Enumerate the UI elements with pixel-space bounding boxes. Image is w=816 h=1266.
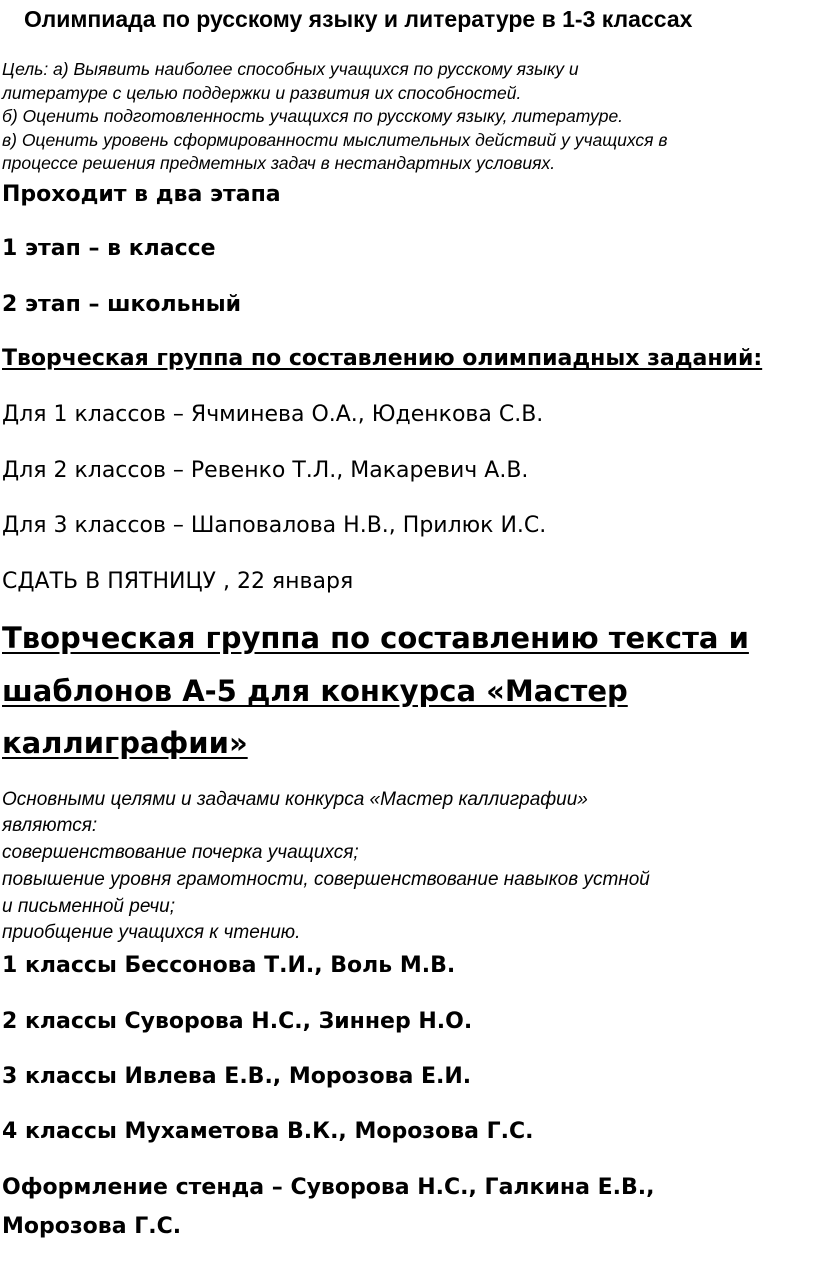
calligraphy-member: 4 классы Мухаметова В.К., Морозова Г.С. [2, 1119, 534, 1144]
calligraphy-member: 1 классы Бессонова Т.И., Воль М.В. [2, 953, 456, 978]
goal-line: Цель: а) Выявить наиболее способных учащихся по русскому языку и [2, 59, 579, 79]
olympiad-group-heading: Творческая группа по составлению олимпиадных заданий: [2, 346, 763, 371]
stand-line: Оформление стенда – Суворова Н.С., Галкина Е.В., [2, 1175, 655, 1200]
contest-goal-line: повышение уровня грамотности, совершенствование навыков устной [2, 869, 650, 890]
deadline-note: СДАТЬ В ПЯТНИЦУ , 22 января [2, 569, 354, 594]
olympiad-member: Для 2 классов – Ревенко Т.Л., Макаревич А.В. [2, 458, 529, 483]
calligraphy-member: 2 классы Суворова Н.С., Зиннер Н.О. [2, 1009, 473, 1034]
contest-goal-line: являются: [2, 815, 98, 836]
contest-goal-line: и письменной речи; [2, 896, 176, 917]
calligraphy-heading-line: Творческая группа по составлению текста и [2, 621, 749, 655]
stage-1: 1 этап – в классе [2, 236, 216, 261]
stage-2: 2 этап – школьный [2, 292, 242, 317]
goal-line: в) Оценить уровень сформированности мыслительных действий у учащихся в [2, 130, 668, 150]
goal-line: б) Оценить подготовленность учащихся по русскому языку, литературе. [2, 106, 624, 126]
olympiad-member: Для 3 классов – Шаповалова Н.В., Прилюк И.С. [2, 513, 547, 538]
contest-goal-line: Основными целями и задачами конкурса «Мастер каллиграфии» [2, 789, 588, 810]
stages-heading: Проходит в два этапа [2, 182, 281, 207]
olympiad-member: Для 1 классов – Ячминева О.А., Юденкова С.В. [2, 402, 544, 427]
stand-line: Морозова Г.С. [2, 1214, 182, 1239]
calligraphy-heading-line: шаблонов А-5 для конкурса «Мастер [2, 674, 628, 708]
contest-goal-line: приобщение учащихся к чтению. [2, 922, 301, 943]
calligraphy-member: 3 классы Ивлева Е.В., Морозова Е.И. [2, 1064, 472, 1089]
calligraphy-heading-line: каллиграфии» [2, 726, 248, 760]
page-title: Олимпиада по русскому языку и литературе в 1-3 классах [24, 6, 693, 32]
contest-goal-line: совершенствование почерка учащихся; [2, 842, 359, 863]
goal-line: литературе с целью поддержки и развития их способностей. [2, 83, 522, 103]
goal-line: процессе решения предметных задач в нестандартных условиях. [2, 153, 556, 173]
